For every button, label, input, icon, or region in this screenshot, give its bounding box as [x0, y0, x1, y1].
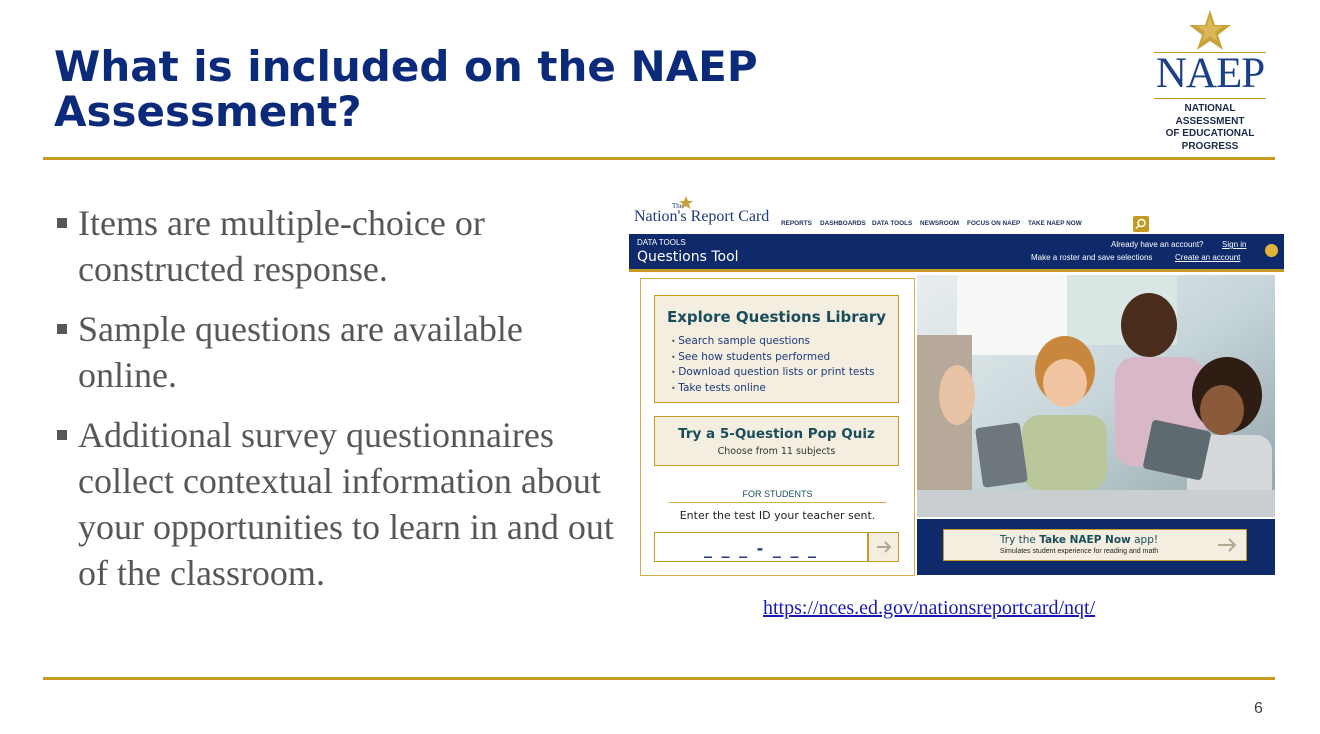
questions-tool-screenshot	[626, 196, 1285, 579]
bottom-divider	[43, 677, 1275, 680]
quiz-subtitle: Choose from 11 subjects	[717, 446, 836, 457]
nav-focus-on-naep: FOCUS ON NAEP	[967, 220, 1021, 227]
take-naep-now-app-button	[943, 529, 1247, 561]
nav-dashboards: DASHBOARDS	[820, 220, 866, 227]
list-item: • Download question lists or print tests	[671, 365, 874, 381]
brand-name: Nation's Report Card	[634, 208, 770, 225]
tool-title: Questions Tool	[637, 249, 739, 265]
page-number: 6	[1254, 700, 1263, 717]
naep-logo	[1150, 8, 1270, 152]
star-icon	[679, 196, 693, 210]
classroom-photo	[917, 275, 1275, 517]
search-icon	[1133, 216, 1149, 232]
nav-data-tools: DATA TOOLS	[872, 220, 913, 227]
bullet-square-icon	[57, 218, 67, 228]
tool-options-panel	[640, 278, 915, 576]
star-icon	[1184, 8, 1236, 52]
for-students-label: FOR STUDENTS	[742, 489, 813, 499]
library-heading: Explore Questions Library	[666, 308, 886, 326]
explore-library-card	[654, 295, 899, 403]
submit-id-button	[868, 532, 899, 562]
search-button	[1133, 216, 1149, 232]
create-account-link: Create an account	[1175, 253, 1241, 262]
bullet-list	[55, 200, 615, 610]
brand-the: The	[672, 202, 683, 210]
quiz-heading: Try a 5-Question Pop Quiz	[678, 426, 875, 442]
roster-prompt: Make a roster and save selections	[1031, 253, 1153, 262]
nav-newsroom: NEWSROOM	[920, 220, 960, 227]
list-item: • Search sample questions	[671, 334, 874, 350]
pop-quiz-card	[654, 416, 899, 466]
section-label: DATA TOOLS	[637, 238, 686, 247]
bullet-item: Additional survey questionnaires collect contextual information about your opportunities to learn in and out of the classroom.	[55, 412, 615, 596]
bullet-item: Items are multiple-choice or constructed response.	[55, 200, 615, 292]
page-header-bar	[629, 234, 1284, 272]
bullet-square-icon	[57, 430, 67, 440]
app-promo-title: Try the Take NAEP Now app!	[999, 534, 1159, 546]
questions-tool-link[interactable]: https://nces.ed.gov/nationsreportcard/nqt/	[763, 597, 1096, 619]
test-id-field: _ _ _ - _ _ _	[654, 532, 868, 562]
slide-title: What is included on the NAEP Assessment?	[54, 42, 758, 136]
app-promo-panel	[917, 519, 1275, 575]
list-item: • Take tests online	[671, 381, 874, 397]
nav-take-naep-now: TAKE NAEP NOW	[1028, 220, 1082, 227]
arrow-right-icon	[875, 538, 893, 556]
enter-id-instruction: Enter the test ID your teacher sent.	[679, 509, 876, 522]
bullet-square-icon	[57, 324, 67, 334]
list-item: • See how students performed	[671, 350, 874, 366]
divider	[669, 502, 886, 503]
bullet-item: Sample questions are available online.	[55, 306, 615, 398]
library-features	[671, 334, 874, 396]
sign-in-link: Sign in	[1222, 240, 1247, 249]
user-icon	[1265, 244, 1278, 257]
logo-subtitle: NATIONAL ASSESSMENT OF EDUCATIONAL PROGRESS	[1165, 103, 1255, 152]
top-divider	[43, 157, 1275, 160]
account-prompt: Already have an account?	[1111, 240, 1204, 249]
arrow-right-icon	[1216, 534, 1238, 556]
logo-wordmark: NAEP	[1155, 50, 1265, 97]
app-promo-subtitle: Simulates student experience for reading and math	[999, 548, 1159, 555]
nav-reports: REPORTS	[781, 220, 812, 227]
nrc-brand	[634, 202, 770, 226]
